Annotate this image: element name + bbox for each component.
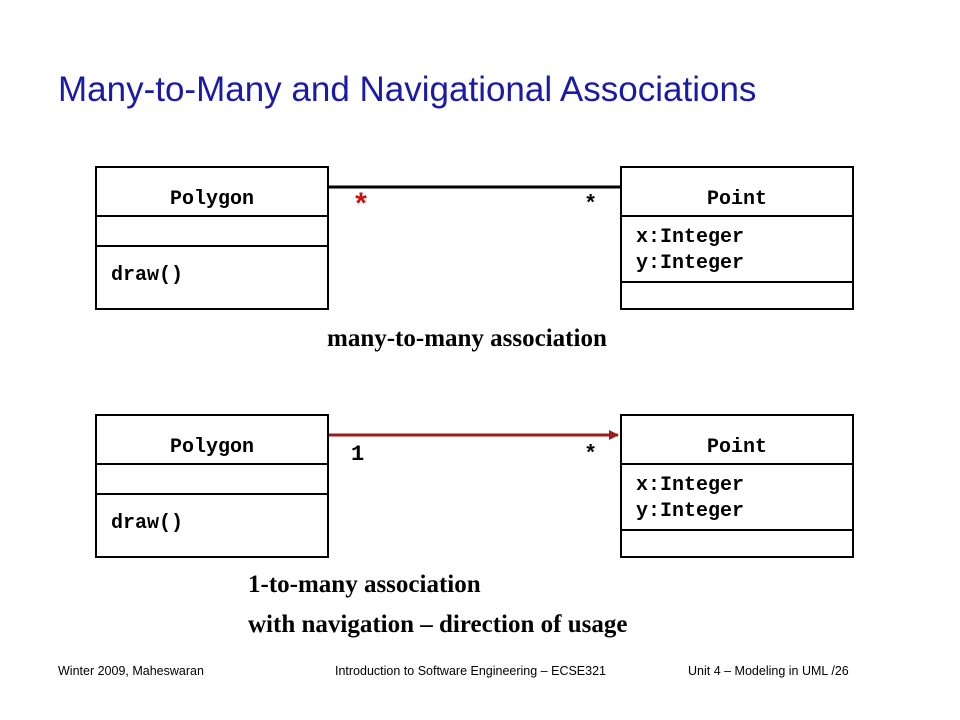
attribute-text: y:Integer xyxy=(636,500,745,523)
diagram-caption: 1-to-many association xyxy=(248,571,481,598)
operations-compartment xyxy=(97,247,327,308)
attribute-text: x:Integer xyxy=(636,226,745,249)
right-multiplicity: * xyxy=(584,442,598,467)
diagram-caption: many-to-many association xyxy=(327,325,607,352)
point-class-box xyxy=(620,414,854,558)
attributes-compartment xyxy=(97,465,327,495)
operation-text: draw() xyxy=(111,264,184,287)
polygon-class-box xyxy=(95,166,329,310)
right-multiplicity: * xyxy=(584,192,598,217)
operation-text: draw() xyxy=(111,512,184,535)
attribute-text: x:Integer xyxy=(636,474,745,497)
attribute-text: y:Integer xyxy=(636,252,745,275)
point-class-box xyxy=(620,166,854,310)
diagram-caption: with navigation – direction of usage xyxy=(248,611,628,638)
operations-compartment xyxy=(622,283,852,308)
class-name-compartment xyxy=(622,416,852,465)
left-multiplicity: * xyxy=(352,190,371,224)
operations-compartment xyxy=(622,531,852,556)
attributes-compartment xyxy=(97,217,327,247)
footer-right: Unit 4 – Modeling in UML /26 xyxy=(688,664,849,678)
operations-compartment xyxy=(97,495,327,556)
footer-center: Introduction to Software Engineering – ECSE321 xyxy=(335,664,607,678)
class-name: Point xyxy=(706,188,767,211)
left-multiplicity: 1 xyxy=(351,442,365,467)
class-name: Point xyxy=(706,436,767,459)
footer-left: Winter 2009, Maheswaran xyxy=(58,664,204,678)
slide-title: Many-to-Many and Navigational Associations xyxy=(58,70,757,109)
class-name-compartment xyxy=(622,168,852,217)
class-name-compartment xyxy=(97,416,327,465)
polygon-class-box xyxy=(95,414,329,558)
class-name: Polygon xyxy=(169,188,254,211)
class-name: Polygon xyxy=(169,436,254,459)
attributes-compartment xyxy=(622,217,852,283)
class-name-compartment xyxy=(97,168,327,217)
attributes-compartment xyxy=(622,465,852,531)
